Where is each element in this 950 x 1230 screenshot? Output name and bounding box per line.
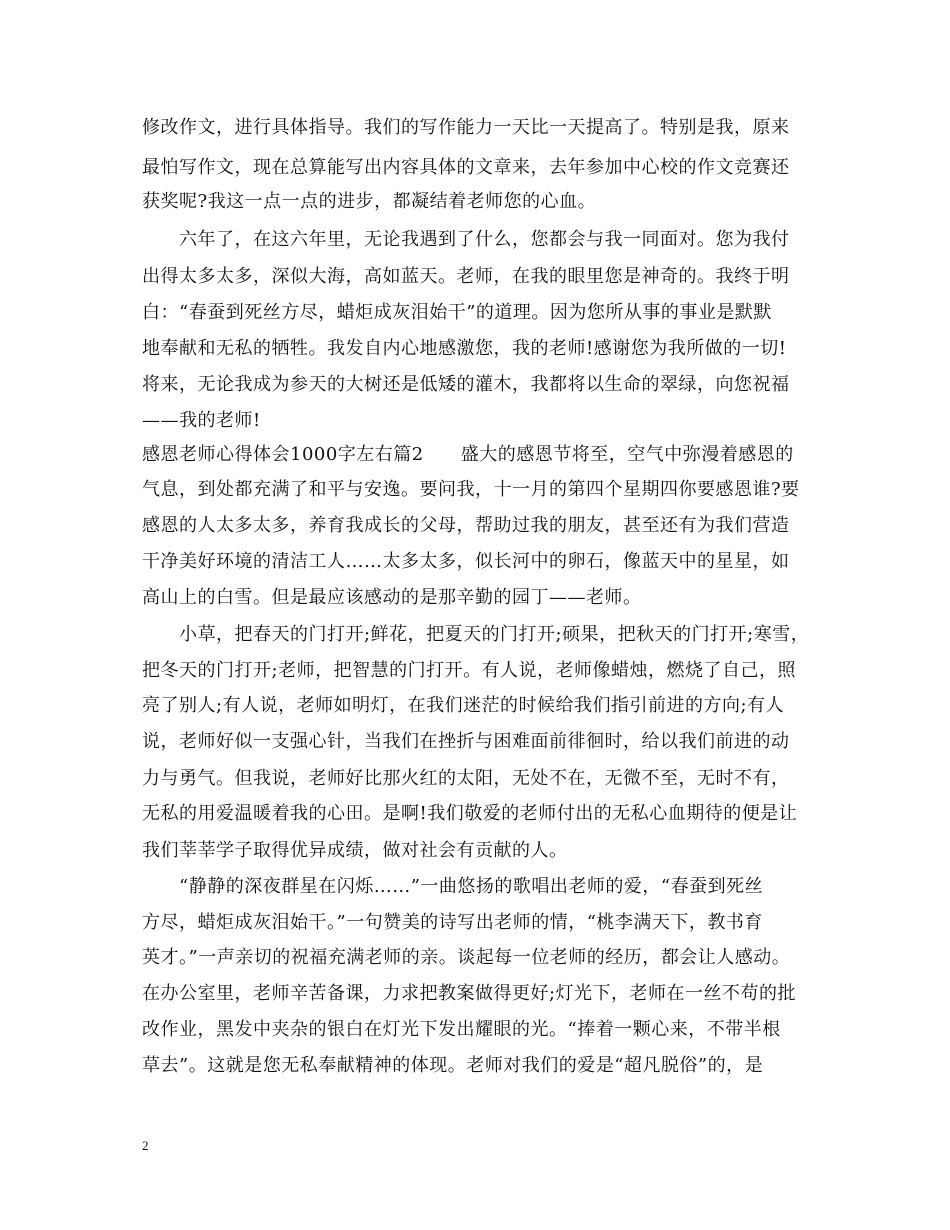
text-line: 英才。”一声亲切的祝福充满老师的亲。谈起每一位老师的经历，都会让人感动。: [142, 947, 791, 968]
text-line: 高山上的白雪。但是最应该感动的是那辛勤的园丁——老师。: [142, 587, 642, 608]
text-line: 草去”。这就是您无私奉献精神的体现。老师对我们的爱是“超凡脱俗”的，是: [142, 1055, 764, 1076]
text-line: 气息，到处都充满了和平与安逸。要问我，十一月的第四个星期四你要感恩谁?要: [142, 479, 800, 500]
text-line: 我们莘莘学子取得优异成绩，做对社会有贡献的人。: [142, 840, 568, 861]
text-line: ——我的老师!: [142, 410, 261, 431]
text-line: 将来，无论我成为参天的大树还是低矮的灌木，我都将以生命的翠绿，向您祝福: [142, 374, 790, 395]
text-line: 最怕写作文，现在总算能写出内容具体的文章来，去年参加中心校的作文竞赛还: [142, 157, 790, 178]
text-line: 感恩老师心得体会1000字左右篇2 盛大的感恩节将至，空气中弥漫着感恩的: [142, 444, 794, 465]
text-line: “静静的深夜群星在闪烁……”一曲悠扬的歌唱出老师的爱，“春蚕到死丝: [142, 876, 764, 897]
text-line: 白：“春蚕到死丝方尽，蜡炬成灰泪始干”的道理。因为您所从事的事业是默默: [142, 302, 772, 323]
text-line: 无私的用爱温暖着我的心田。是啊!我们敬爱的老师付出的无私心血期待的便是让: [142, 803, 798, 824]
text-line: 六年了，在这六年里，无论我遇到了什么，您都会与我一同面对。您为我付: [142, 229, 790, 250]
text-line: 亮了别人;有人说，老师如明灯，在我们迷茫的时候给我们指引前进的方向;有人: [142, 695, 785, 716]
text-line: 获奖呢?我这一点一点的进步，都凝结着老师您的心血。: [142, 191, 597, 212]
text-line: 地奉献和无私的牺牲。我发自内心地感激您，我的老师!感谢您为我所做的一切!: [142, 338, 787, 359]
text-line: 力与勇气。但我说，老师好比那火红的太阳，无处不在，无微不至，无时不有，: [142, 768, 790, 789]
text-line: 改作业，黑发中夹杂的银白在灯光下发出耀眼的光。“捧着一颗心来，不带半根: [142, 1019, 781, 1040]
text-line: 方尽，蜡炬成灰泪始干。”一句赞美的诗写出老师的情，“桃李满天下，教书育: [142, 912, 763, 933]
text-line: 把冬天的门打开;老师，把智慧的门打开。有人说，老师像蜡烛，燃烧了自己，照: [142, 660, 797, 681]
text-line: 在办公室里，老师辛苦备课，力求把教案做得更好;灯光下，老师在一丝不苟的批: [142, 983, 797, 1004]
page-number: 2: [142, 1138, 149, 1153]
text-line: 修改作文，进行具体指导。我们的写作能力一天比一天提高了。特别是我，原来: [142, 117, 790, 138]
text-line: 出得太多太多，深似大海，高如蓝天。老师，在我的眼里您是神奇的。我终于明: [142, 266, 790, 287]
text-line: 说，老师好似一支强心针，当我们在挫折与困难面前徘徊时，给以我们前进的动: [142, 731, 790, 752]
text-line: 感恩的人太多太多，养育我成长的父母，帮助过我的朋友，甚至还有为我们营造: [142, 515, 790, 536]
text-line: 干净美好环境的清洁工人……太多太多，似长河中的卵石，像蓝天中的星星，如: [142, 551, 790, 572]
text-line: 小草，把春天的门打开;鲜花，把夏天的门打开;硕果，把秋天的门打开;寒雪，: [142, 624, 810, 645]
